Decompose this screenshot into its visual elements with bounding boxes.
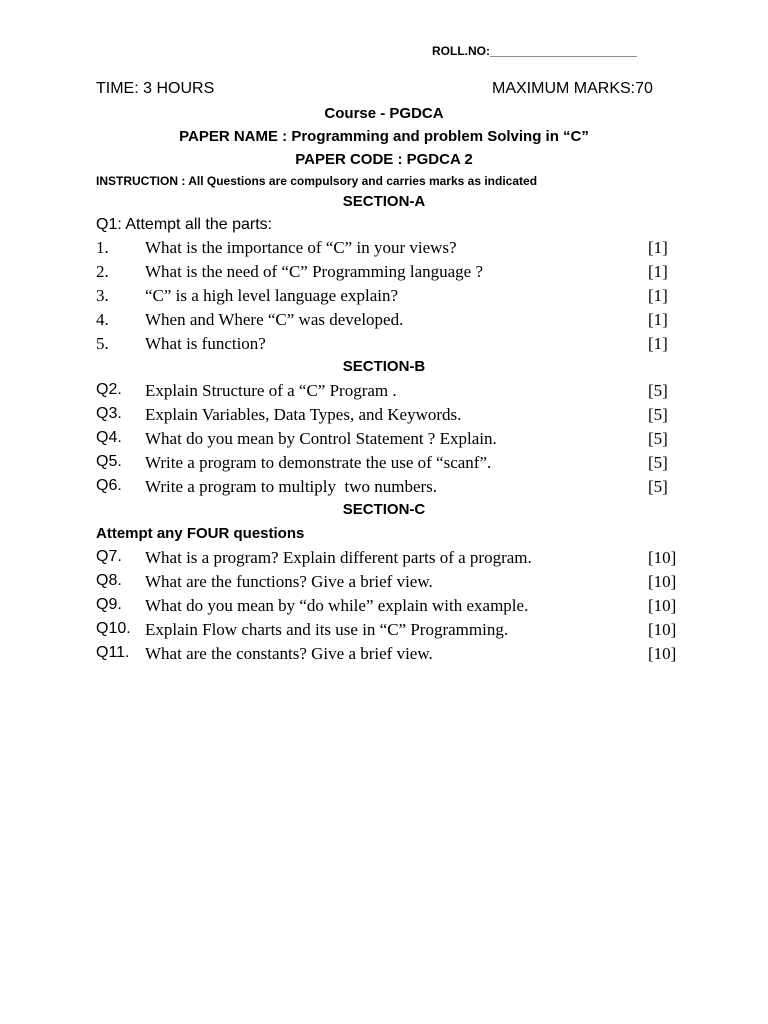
question-marks: [5] (648, 453, 668, 472)
question-marks: [5] (648, 381, 668, 400)
question-number: Q9. (96, 596, 122, 613)
question-text: Write a program to demonstrate the use of “scanf”. (145, 453, 492, 472)
section-c-heading: SECTION-C (342, 501, 426, 518)
question-marks: [10] (648, 596, 677, 615)
question-row (0, 620, 768, 642)
question-number: Q10. (96, 620, 131, 637)
paper-code: PAPER CODE : PGDCA 2 (295, 151, 473, 168)
question-row (0, 334, 768, 356)
question-text: What do you mean by Control Statement ? Explain. (145, 429, 497, 448)
question-number: Q2. (96, 381, 122, 398)
question-marks: [5] (648, 477, 668, 496)
section-a-intro: Q1: Attempt all the parts: (96, 216, 273, 233)
question-marks: [10] (648, 644, 677, 663)
question-text: What do you mean by “do while” explain with example. (145, 596, 529, 615)
question-number: Q5. (96, 453, 122, 470)
section-a-heading: SECTION-A (342, 193, 426, 210)
question-text: Explain Structure of a “C” Program . (145, 381, 397, 400)
question-text: Explain Flow charts and its use in “C” Programming. (145, 620, 509, 639)
question-number: 2. (96, 262, 109, 281)
question-row (0, 453, 768, 475)
question-text: What is the need of “C” Programming language ? (145, 262, 483, 281)
question-number: 1. (96, 238, 109, 257)
question-row (0, 548, 768, 570)
question-marks: [1] (648, 286, 668, 305)
question-marks: [10] (648, 572, 677, 591)
section-c-intro: Attempt any FOUR questions (96, 525, 305, 542)
question-text: Explain Variables, Data Types, and Keywords. (145, 405, 462, 424)
question-text: What is the importance of “C” in your views? (145, 238, 457, 257)
paper-name: PAPER NAME : Programming and problem Solving in “C” (179, 128, 589, 145)
question-marks: [5] (648, 405, 668, 424)
question-row (0, 405, 768, 427)
question-marks: [1] (648, 334, 668, 353)
question-marks: [5] (648, 429, 668, 448)
question-row (0, 310, 768, 332)
question-number: Q11. (96, 644, 130, 661)
question-number: Q6. (96, 477, 122, 494)
question-text: Write a program to multiply two numbers. (145, 477, 438, 496)
question-text: What are the functions? Give a brief view. (145, 572, 433, 591)
question-marks: [10] (648, 548, 677, 567)
question-row (0, 644, 768, 666)
question-marks: [1] (648, 238, 668, 257)
question-row (0, 238, 768, 260)
question-number: 5. (96, 334, 109, 353)
exam-duration: TIME: 3 HOURS (96, 80, 215, 97)
question-marks: [10] (648, 620, 677, 639)
maximum-marks: MAXIMUM MARKS:70 (492, 80, 653, 97)
question-marks: [1] (648, 310, 668, 329)
course-title: Course - PGDCA (324, 105, 444, 122)
question-text: What is a program? Explain different parts of a program. (145, 548, 532, 567)
question-number: Q4. (96, 429, 122, 446)
question-text: What is function? (145, 334, 266, 353)
question-row (0, 596, 768, 618)
question-marks: [1] (648, 262, 668, 281)
question-number: 4. (96, 310, 109, 329)
question-row (0, 381, 768, 403)
question-number: Q7. (96, 548, 122, 565)
question-number: Q3. (96, 405, 122, 422)
roll-number-field: ROLL.NO:______________________ (432, 44, 637, 58)
question-text: What are the constants? Give a brief view. (145, 644, 433, 663)
question-row (0, 429, 768, 451)
question-text: “C” is a high level language explain? (145, 286, 399, 305)
section-b-heading: SECTION-B (342, 358, 426, 375)
question-row (0, 572, 768, 594)
question-row (0, 477, 768, 499)
question-number: 3. (96, 286, 109, 305)
instruction-text: INSTRUCTION : All Questions are compulsory and carries marks as indicated (96, 174, 538, 188)
question-row (0, 286, 768, 308)
question-number: Q8. (96, 572, 122, 589)
question-row (0, 262, 768, 284)
question-text: When and Where “C” was developed. (145, 310, 404, 329)
